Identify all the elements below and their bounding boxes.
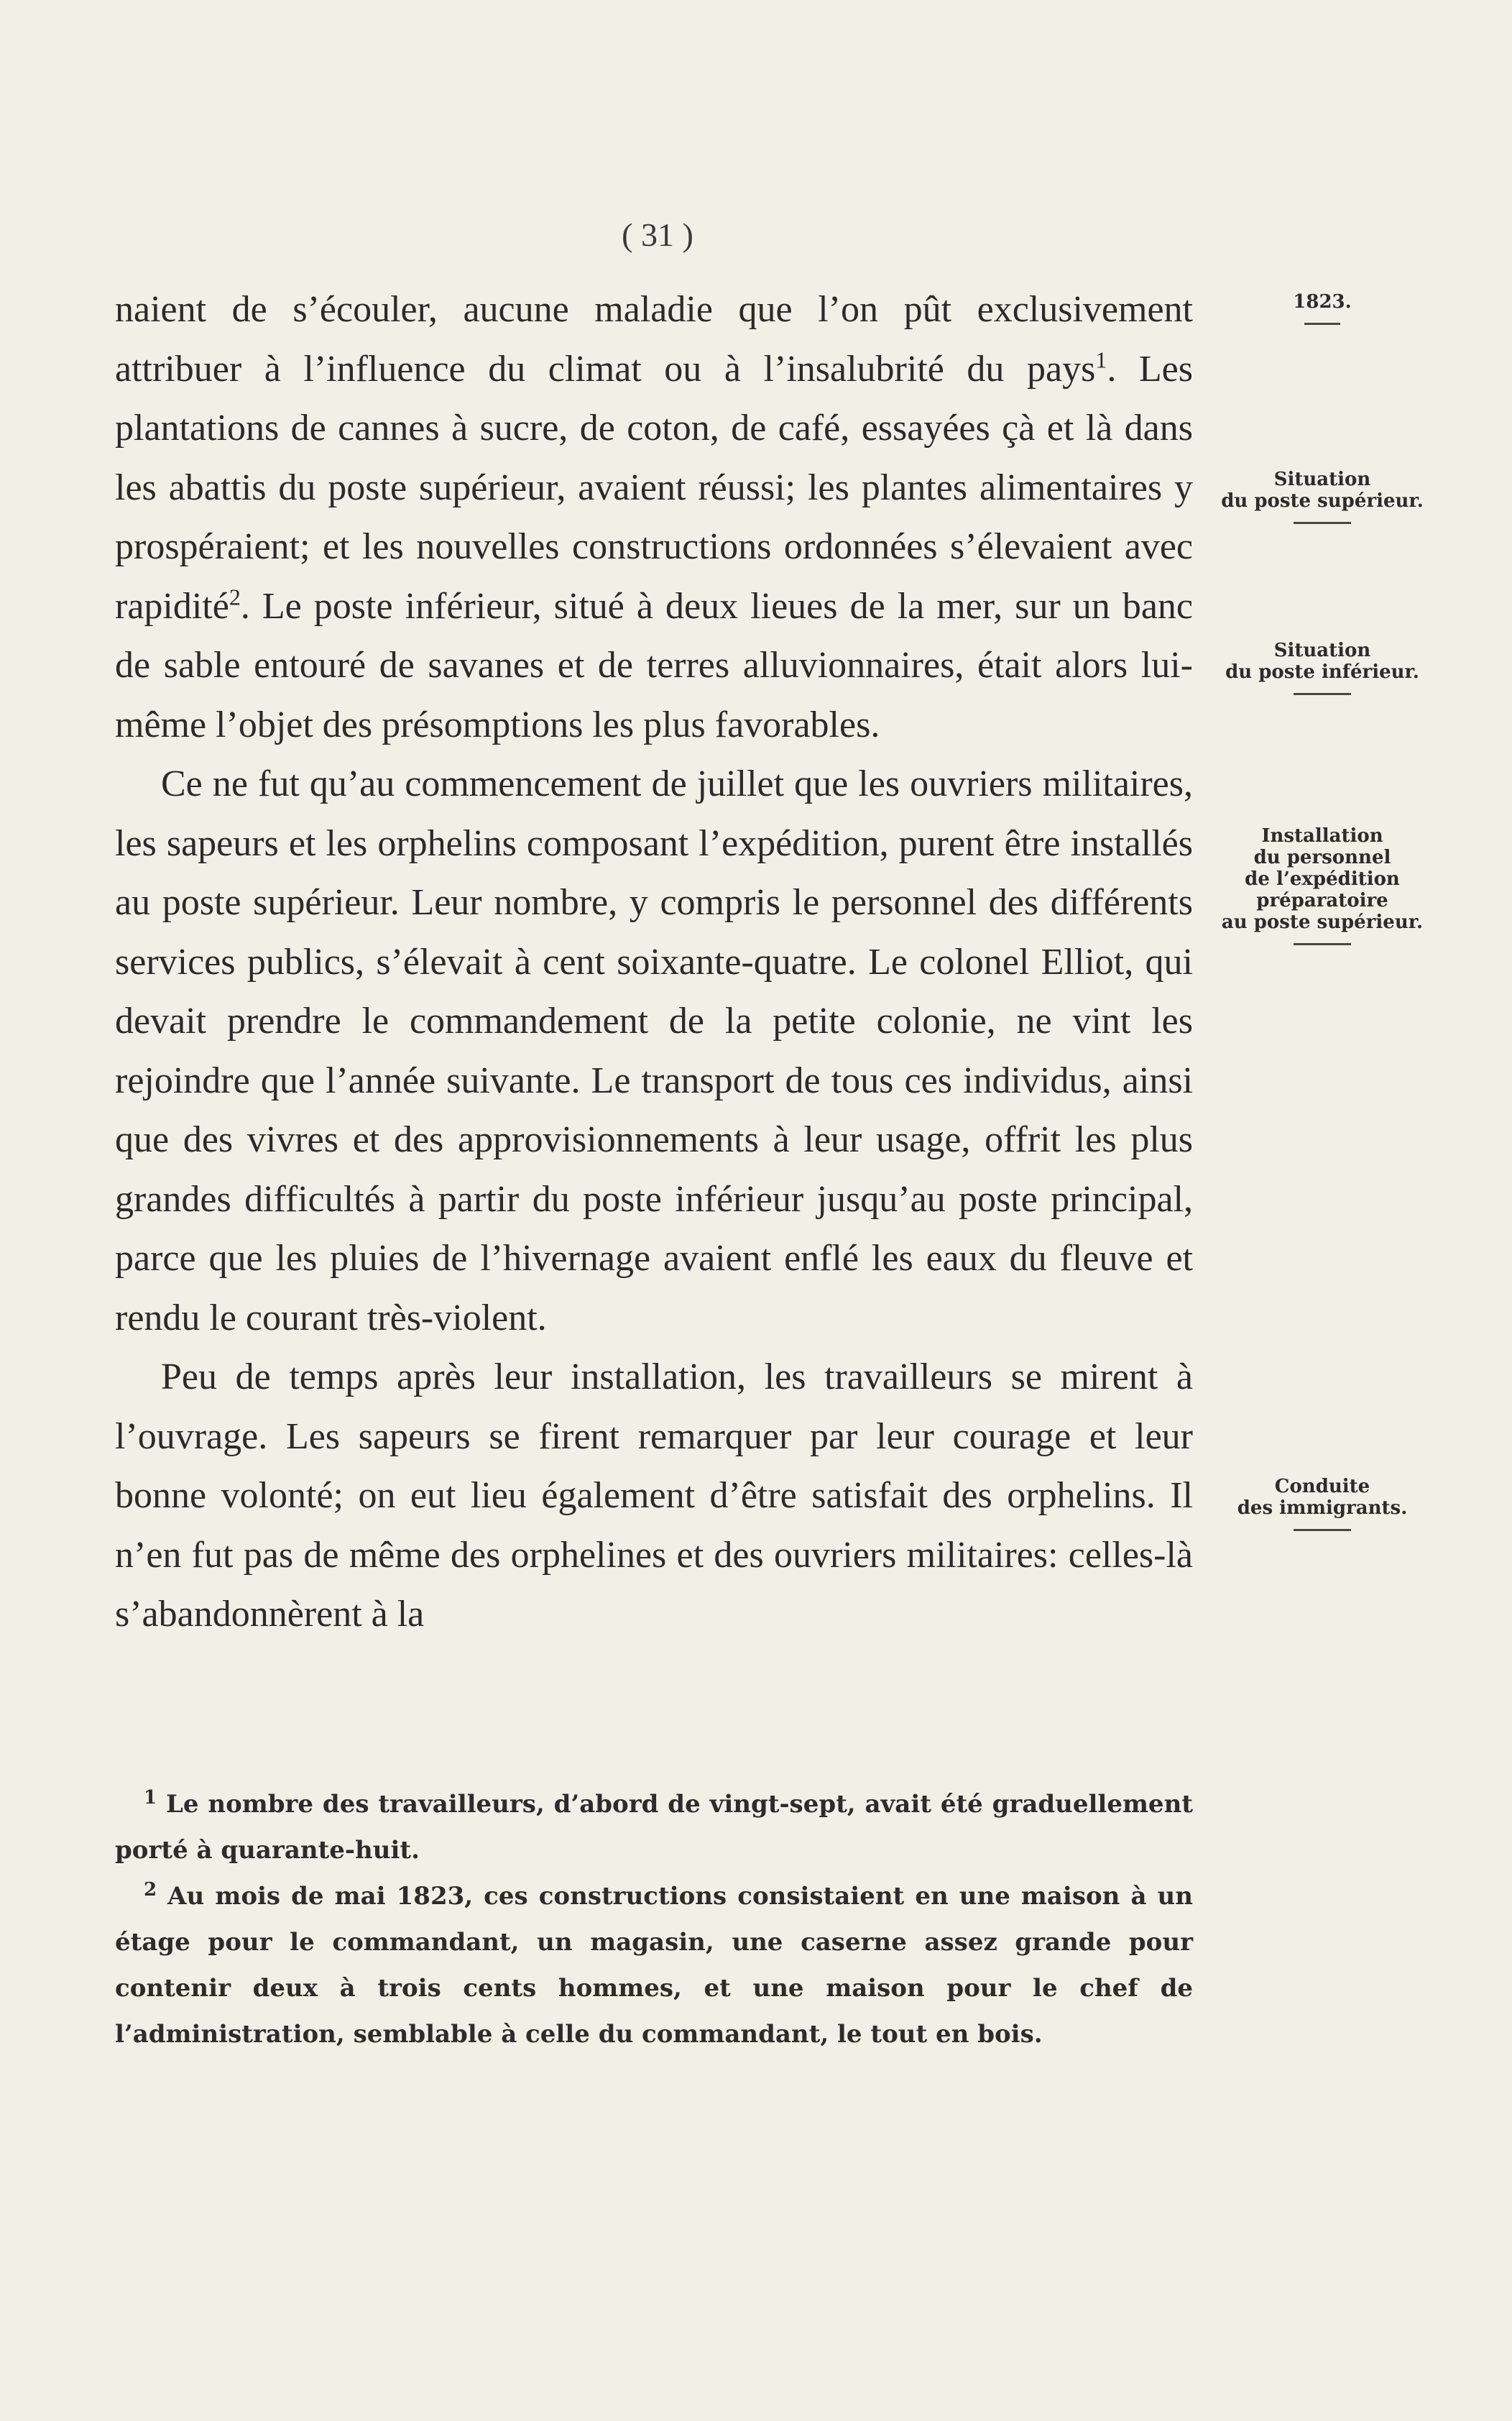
footnote-1-mark: 1 bbox=[144, 1786, 157, 1809]
margin-note-4-line-2: des immigrants. bbox=[1237, 1497, 1408, 1519]
paragraph-3: Peu de temps après leur installation, les travailleurs se mirent à l’ouvrage. Les sapeurs se firent remarquer par leur courage et leur bonne volonté; on eut lieu également d’être satisfait des orphelins. Il n’en fut pas de même des orphelines et des ouvriers militaires: celles-là s’abandonnèrent à la bbox=[115, 1356, 1193, 1635]
paragraph-1-part-3: . Le poste inférieur, situé à deux lieues de la mer, sur un banc de sable entouré de savanes et de terres alluvionnaires, était alors lui-même l’objet des présomptions les plus favorables. bbox=[115, 585, 1193, 745]
margin-note-3-line-4: préparatoire bbox=[1256, 890, 1388, 911]
margin-note-3-line-1: Installation bbox=[1261, 825, 1383, 847]
footnotes bbox=[115, 1781, 1193, 2057]
margin-note-1-line-1: Situation bbox=[1273, 469, 1371, 490]
margin-note-3-line-3: de l’expédition bbox=[1245, 868, 1400, 890]
footnote-2 bbox=[115, 1873, 1193, 2057]
footnote-ref-1: 1 bbox=[1095, 346, 1107, 373]
margin-note-3-line-5: au poste supérieur. bbox=[1221, 911, 1424, 933]
margin-rule-3 bbox=[1294, 693, 1351, 695]
margin-note-lower-post bbox=[1207, 640, 1437, 695]
margin-rule-4 bbox=[1294, 943, 1351, 945]
paragraph-1-part-1: naient de s’écouler, aucune maladie que l’on pût exclusivement attribuer à l’influence du climat ou à l’insalubrité du pays bbox=[115, 289, 1193, 390]
footnote-ref-2: 2 bbox=[229, 584, 241, 610]
margin-year: 1823. bbox=[1293, 291, 1352, 313]
margin-note-immigrants bbox=[1207, 1476, 1437, 1531]
margin-note-upper-post bbox=[1207, 469, 1437, 524]
footnote-2-mark: 2 bbox=[144, 1878, 157, 1901]
margin-note-1-line-2: du poste supérieur. bbox=[1221, 490, 1424, 512]
paragraph-1-part-2: . Les plantations de cannes à sucre, de coton, de café, essayées çà et là dans les abattis du poste supérieur, avaient réussi; les plantes alimentaires y prospéraient; et les nouvelles constructions ordonnées s’élevaient avec rapidité bbox=[115, 348, 1193, 627]
margin-rule-5 bbox=[1294, 1529, 1351, 1531]
paragraph-1 bbox=[115, 280, 1193, 755]
margin-note-2-line-1: Situation bbox=[1273, 640, 1371, 661]
page-number: ( 31 ) bbox=[622, 216, 693, 253]
margin-rule-2 bbox=[1294, 522, 1351, 524]
footnote-1 bbox=[115, 1781, 1193, 1873]
paragraph-2: Ce ne fut qu’au commencement de juillet que les ouvriers militaires, les sapeurs et les orphelins composant l’expédition, purent être installés au poste supérieur. Leur nombre, y compris le personnel des différents services publics, s’élevait à cent soixante-quatre. Le colonel Elliot, qui devait prendre le commandement de la petite colonie, ne vint les rejoindre que l’année suivante. Le transport de tous ces individus, ainsi que des vivres et des approvisionnements à leur usage, offrit les plus grandes difficultés à partir du poste inférieur jusqu’au poste principal, parce que les pluies de l’hivernage avaient enflé les eaux du fleuve et rendu le courant très-violent. bbox=[115, 763, 1193, 1338]
main-text-column bbox=[115, 280, 1193, 1645]
footnote-2-text: Au mois de mai 1823, ces constructions consistaient en une maison à un étage pour le commandant, un magasin, une caserne assez grande pour contenir deux à trois cents hommes, et une maison pour le chef de l’administration, semblable à celle du commandant, le tout en bois. bbox=[115, 1882, 1193, 2049]
footnote-1-text: Le nombre des travailleurs, d’abord de vingt-sept, avait été graduellement porté à quarante-huit. bbox=[115, 1790, 1193, 1865]
margin-note-year bbox=[1207, 291, 1437, 325]
margin-rule-1 bbox=[1304, 323, 1340, 325]
margin-note-installation bbox=[1207, 825, 1437, 945]
margin-note-4-line-1: Conduite bbox=[1274, 1476, 1370, 1497]
margin-note-3-line-2: du personnel bbox=[1253, 847, 1391, 868]
margin-note-2-line-2: du poste inférieur. bbox=[1225, 661, 1419, 683]
